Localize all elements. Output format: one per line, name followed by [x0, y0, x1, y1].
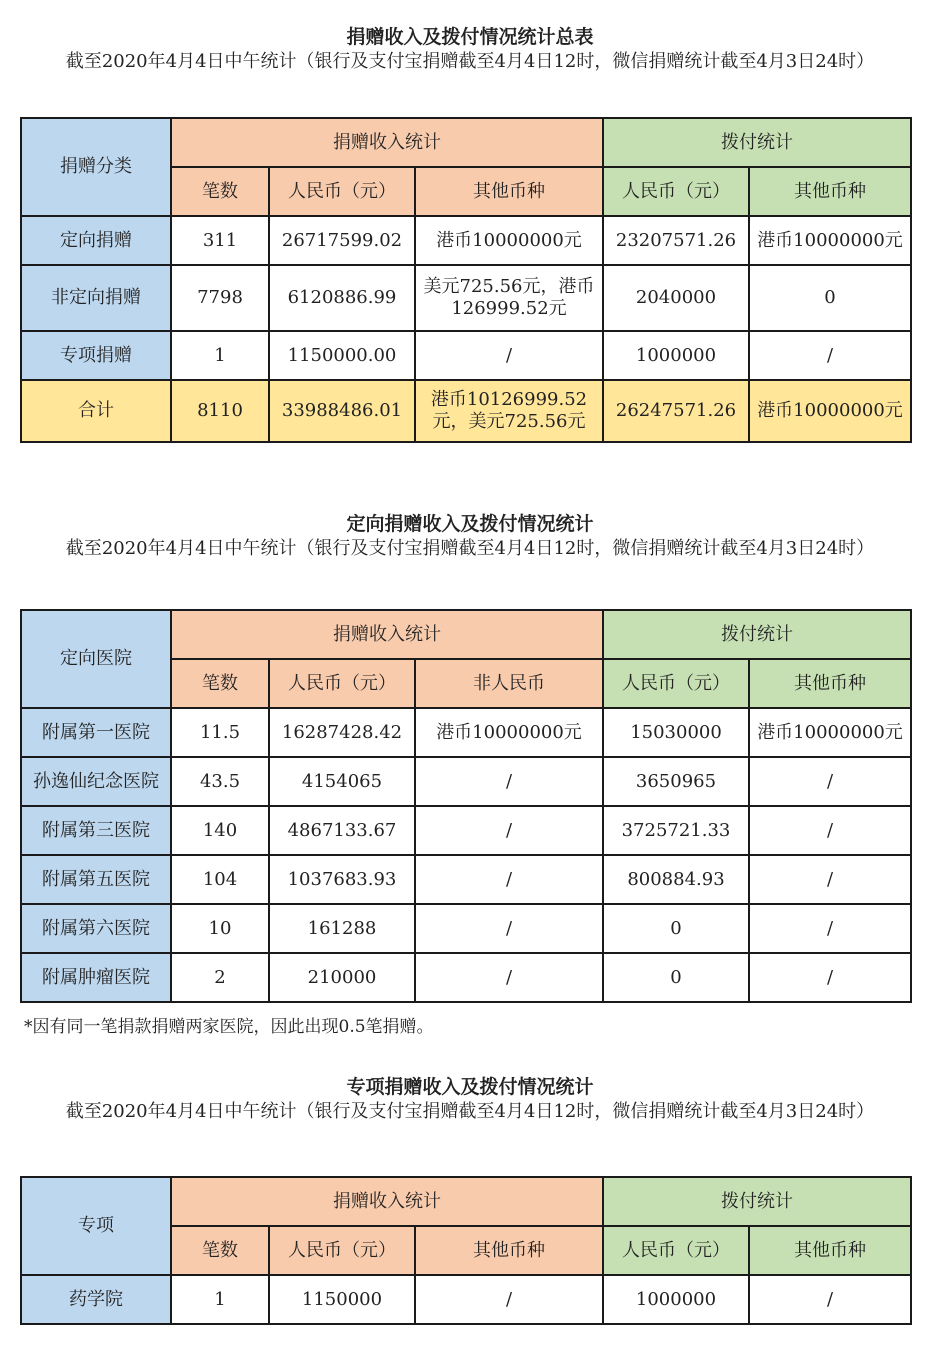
- row-count: 7798: [171, 265, 269, 331]
- income-group-header: 捐赠收入统计: [171, 610, 603, 659]
- row-rmb: 210000: [269, 953, 415, 1002]
- directed-title: 定向捐赠收入及拨付情况统计: [346, 513, 594, 535]
- row-name: 附属第五医院: [21, 855, 171, 904]
- row-name: 孙逸仙纪念医院: [21, 757, 171, 806]
- footnote: *因有同一笔捐款捐赠两家医院，因此出现0.5笔捐赠。: [24, 1017, 434, 1037]
- row-other: /: [415, 855, 603, 904]
- row-other: /: [415, 953, 603, 1002]
- row-payout-other: /: [749, 757, 911, 806]
- row-rmb: 1150000.00: [269, 331, 415, 380]
- rmb-header: 人民币（元）: [269, 659, 415, 708]
- summary-table: [20, 117, 912, 443]
- row-other: /: [415, 806, 603, 855]
- table-row: [21, 1275, 911, 1324]
- row-count: 43.5: [171, 757, 269, 806]
- row-name: 定向捐赠: [21, 216, 171, 265]
- category-header: 专项: [21, 1177, 171, 1275]
- summary-title: 捐赠收入及拨付情况统计总表: [346, 26, 594, 48]
- row-name: 附属第一医院: [21, 708, 171, 757]
- payout-rmb-header: 人民币（元）: [603, 1226, 749, 1275]
- row-payout-rmb: 1000000: [603, 1275, 749, 1324]
- row-payout-other: /: [749, 1275, 911, 1324]
- row-name: 附属第三医院: [21, 806, 171, 855]
- row-count: 11.5: [171, 708, 269, 757]
- row-name: 非定向捐赠: [21, 265, 171, 331]
- row-rmb: 4154065: [269, 757, 415, 806]
- row-count: 2: [171, 953, 269, 1002]
- row-count: 1: [171, 331, 269, 380]
- rmb-header: 人民币（元）: [269, 167, 415, 216]
- directed-heading: [0, 511, 940, 561]
- row-count: 1: [171, 1275, 269, 1324]
- row-rmb: 16287428.42: [269, 708, 415, 757]
- other-currency-header: 其他币种: [415, 1226, 603, 1275]
- row-rmb: 6120886.99: [269, 265, 415, 331]
- row-name: 合计: [21, 380, 171, 442]
- row-payout-rmb: 15030000: [603, 708, 749, 757]
- payout-group-header: 拨付统计: [603, 610, 911, 659]
- table-row: [21, 331, 911, 380]
- table-row: [21, 904, 911, 953]
- row-payout-rmb: 800884.93: [603, 855, 749, 904]
- other-currency-header: 其他币种: [415, 167, 603, 216]
- other-currency-header: 非人民币: [415, 659, 603, 708]
- summary-subtitle: 截至2020年4月4日中午统计（银行及支付宝捐赠截至4月4日12时，微信捐赠统计截至4月3日24时）: [65, 51, 875, 72]
- row-payout-rmb: 3725721.33: [603, 806, 749, 855]
- row-count: 311: [171, 216, 269, 265]
- row-payout-other: /: [749, 331, 911, 380]
- row-rmb: 4867133.67: [269, 806, 415, 855]
- row-name: 附属第六医院: [21, 904, 171, 953]
- row-payout-other: 港币10000000元: [749, 708, 911, 757]
- row-payout-other: /: [749, 806, 911, 855]
- row-other: 港币10000000元: [415, 708, 603, 757]
- row-rmb: 1037683.93: [269, 855, 415, 904]
- row-payout-other: /: [749, 953, 911, 1002]
- row-rmb: 161288: [269, 904, 415, 953]
- row-other: 港币10126999.52元，美元725.56元: [415, 380, 603, 442]
- special-heading: [0, 1074, 940, 1124]
- row-payout-rmb: 26247571.26: [603, 380, 749, 442]
- row-count: 8110: [171, 380, 269, 442]
- total-row: [21, 380, 911, 442]
- directed-table: [20, 609, 912, 1003]
- count-header: 笔数: [171, 1226, 269, 1275]
- row-payout-rmb: 3650965: [603, 757, 749, 806]
- row-name: 专项捐赠: [21, 331, 171, 380]
- special-subtitle: 截至2020年4月4日中午统计（银行及支付宝捐赠截至4月4日12时，微信捐赠统计截至4月3日24时）: [65, 1101, 875, 1122]
- table-header-row: [21, 610, 911, 659]
- row-rmb: 33988486.01: [269, 380, 415, 442]
- income-group-header: 捐赠收入统计: [171, 1177, 603, 1226]
- row-count: 140: [171, 806, 269, 855]
- table-row: [21, 806, 911, 855]
- row-payout-other: 港币10000000元: [749, 216, 911, 265]
- table-row: [21, 265, 911, 331]
- row-count: 104: [171, 855, 269, 904]
- row-name: 附属肿瘤医院: [21, 953, 171, 1002]
- table-row: [21, 757, 911, 806]
- row-other: /: [415, 331, 603, 380]
- table-row: [21, 708, 911, 757]
- row-other: /: [415, 904, 603, 953]
- row-payout-rmb: 0: [603, 904, 749, 953]
- payout-other-header: 其他币种: [749, 659, 911, 708]
- payout-group-header: 拨付统计: [603, 118, 911, 167]
- table-header-row: [21, 1177, 911, 1226]
- special-table: [20, 1176, 912, 1325]
- row-other: /: [415, 757, 603, 806]
- table-header-row: [21, 118, 911, 167]
- table-row: [21, 953, 911, 1002]
- row-name: 药学院: [21, 1275, 171, 1324]
- payout-other-header: 其他币种: [749, 1226, 911, 1275]
- table-row: [21, 855, 911, 904]
- payout-other-header: 其他币种: [749, 167, 911, 216]
- row-payout-other: /: [749, 855, 911, 904]
- row-other: /: [415, 1275, 603, 1324]
- category-header: 定向医院: [21, 610, 171, 708]
- row-payout-rmb: 2040000: [603, 265, 749, 331]
- special-title: 专项捐赠收入及拨付情况统计: [346, 1076, 594, 1098]
- payout-group-header: 拨付统计: [603, 1177, 911, 1226]
- row-other: 美元725.56元，港币126999.52元: [415, 265, 603, 331]
- row-other: 港币10000000元: [415, 216, 603, 265]
- row-payout-rmb: 1000000: [603, 331, 749, 380]
- row-count: 10: [171, 904, 269, 953]
- count-header: 笔数: [171, 167, 269, 216]
- payout-rmb-header: 人民币（元）: [603, 659, 749, 708]
- row-payout-other: 0: [749, 265, 911, 331]
- row-rmb: 1150000: [269, 1275, 415, 1324]
- row-payout-rmb: 23207571.26: [603, 216, 749, 265]
- row-payout-rmb: 0: [603, 953, 749, 1002]
- row-rmb: 26717599.02: [269, 216, 415, 265]
- table-row: [21, 216, 911, 265]
- count-header: 笔数: [171, 659, 269, 708]
- income-group-header: 捐赠收入统计: [171, 118, 603, 167]
- row-payout-other: /: [749, 904, 911, 953]
- row-payout-other: 港币10000000元: [749, 380, 911, 442]
- category-header: 捐赠分类: [21, 118, 171, 216]
- payout-rmb-header: 人民币（元）: [603, 167, 749, 216]
- directed-subtitle: 截至2020年4月4日中午统计（银行及支付宝捐赠截至4月4日12时，微信捐赠统计截至4月3日24时）: [65, 538, 875, 559]
- summary-heading: [0, 24, 940, 74]
- rmb-header: 人民币（元）: [269, 1226, 415, 1275]
